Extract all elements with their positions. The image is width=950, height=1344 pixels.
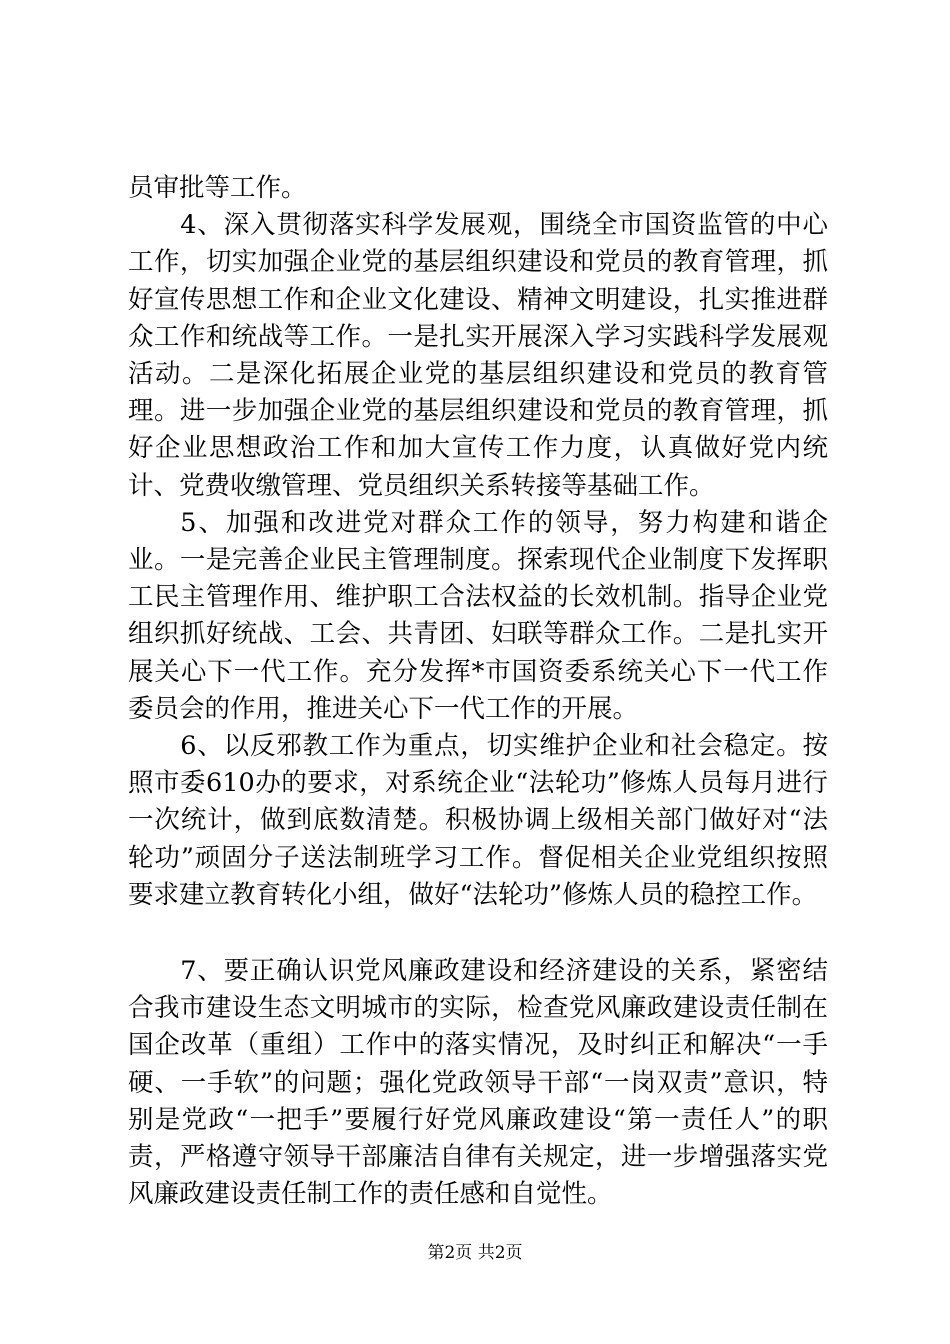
page-footer — [0, 1242, 950, 1264]
page-number: 第2页 共2页 — [427, 1243, 523, 1263]
paragraph-item-5: 5、加强和改进党对群众工作的领导，努力构建和谐企业。一是完善企业民主管理制度。探索现代企业制度下发挥职工民主管理作用、维护职工合法权益的长效机制。指导企业党组织抓好统战、工会、共青团、妇联等群众工作。二是扎实开展关心下一代工作。充分发挥*市国资委系统关心下一代工作委员会的作用，推进关心下一代工作的开展。 — [128, 507, 828, 724]
paragraph-item-4: 4、深入贯彻落实科学发展观，围绕全市国资监管的中心工作，切实加强企业党的基层组织建设和党员的教育管理，抓好宣传思想工作和企业文化建设、精神文明建设，扎实推进群众工作和统战等工作。一是扎实开展深入学习实践科学发展观活动。二是深化拓展企业党的基层组织建设和党员的教育管理。进一步加强企业党的基层组织建设和党员的教育管理，抓好企业思想政治工作和加大宣传工作力度，认真做好党内统计、党费收缴管理、党员组织关系转接等基础工作。 — [128, 210, 828, 501]
paragraph-continuation: 员审批等工作。 — [128, 173, 307, 203]
paragraph-item-6: 6、以反邪教工作为重点，切实维护企业和社会稳定。按照市委610办的要求，对系统企业“法轮功”修炼人员每月进行一次统计，做到底数清楚。积极协调上级相关部门做好对“法轮功”顽固分子送法制班学习工作。督促相关企业党组织按照要求建立教育转化小组，做好“法轮功”修炼人员的稳控工作。 — [128, 731, 828, 910]
document-body — [128, 170, 828, 1213]
paragraph-item-7: 7、要正确认识党风廉政建设和经济建设的关系，紧密结合我市建设生态文明城市的实际，检查党风廉政建设责任制在国企改革（重组）工作中的落实情况，及时纠正和解决“一手硬、一手软”的问题；强化党政领导干部“一岗双责”意识，特别是党政“一把手”要履行好党风廉政建设“第一责任人”的职责，严格遵守领导干部廉洁自律有关规定，进一步增强落实党风廉政建设责任制工作的责任感和自觉性。 — [128, 956, 828, 1210]
